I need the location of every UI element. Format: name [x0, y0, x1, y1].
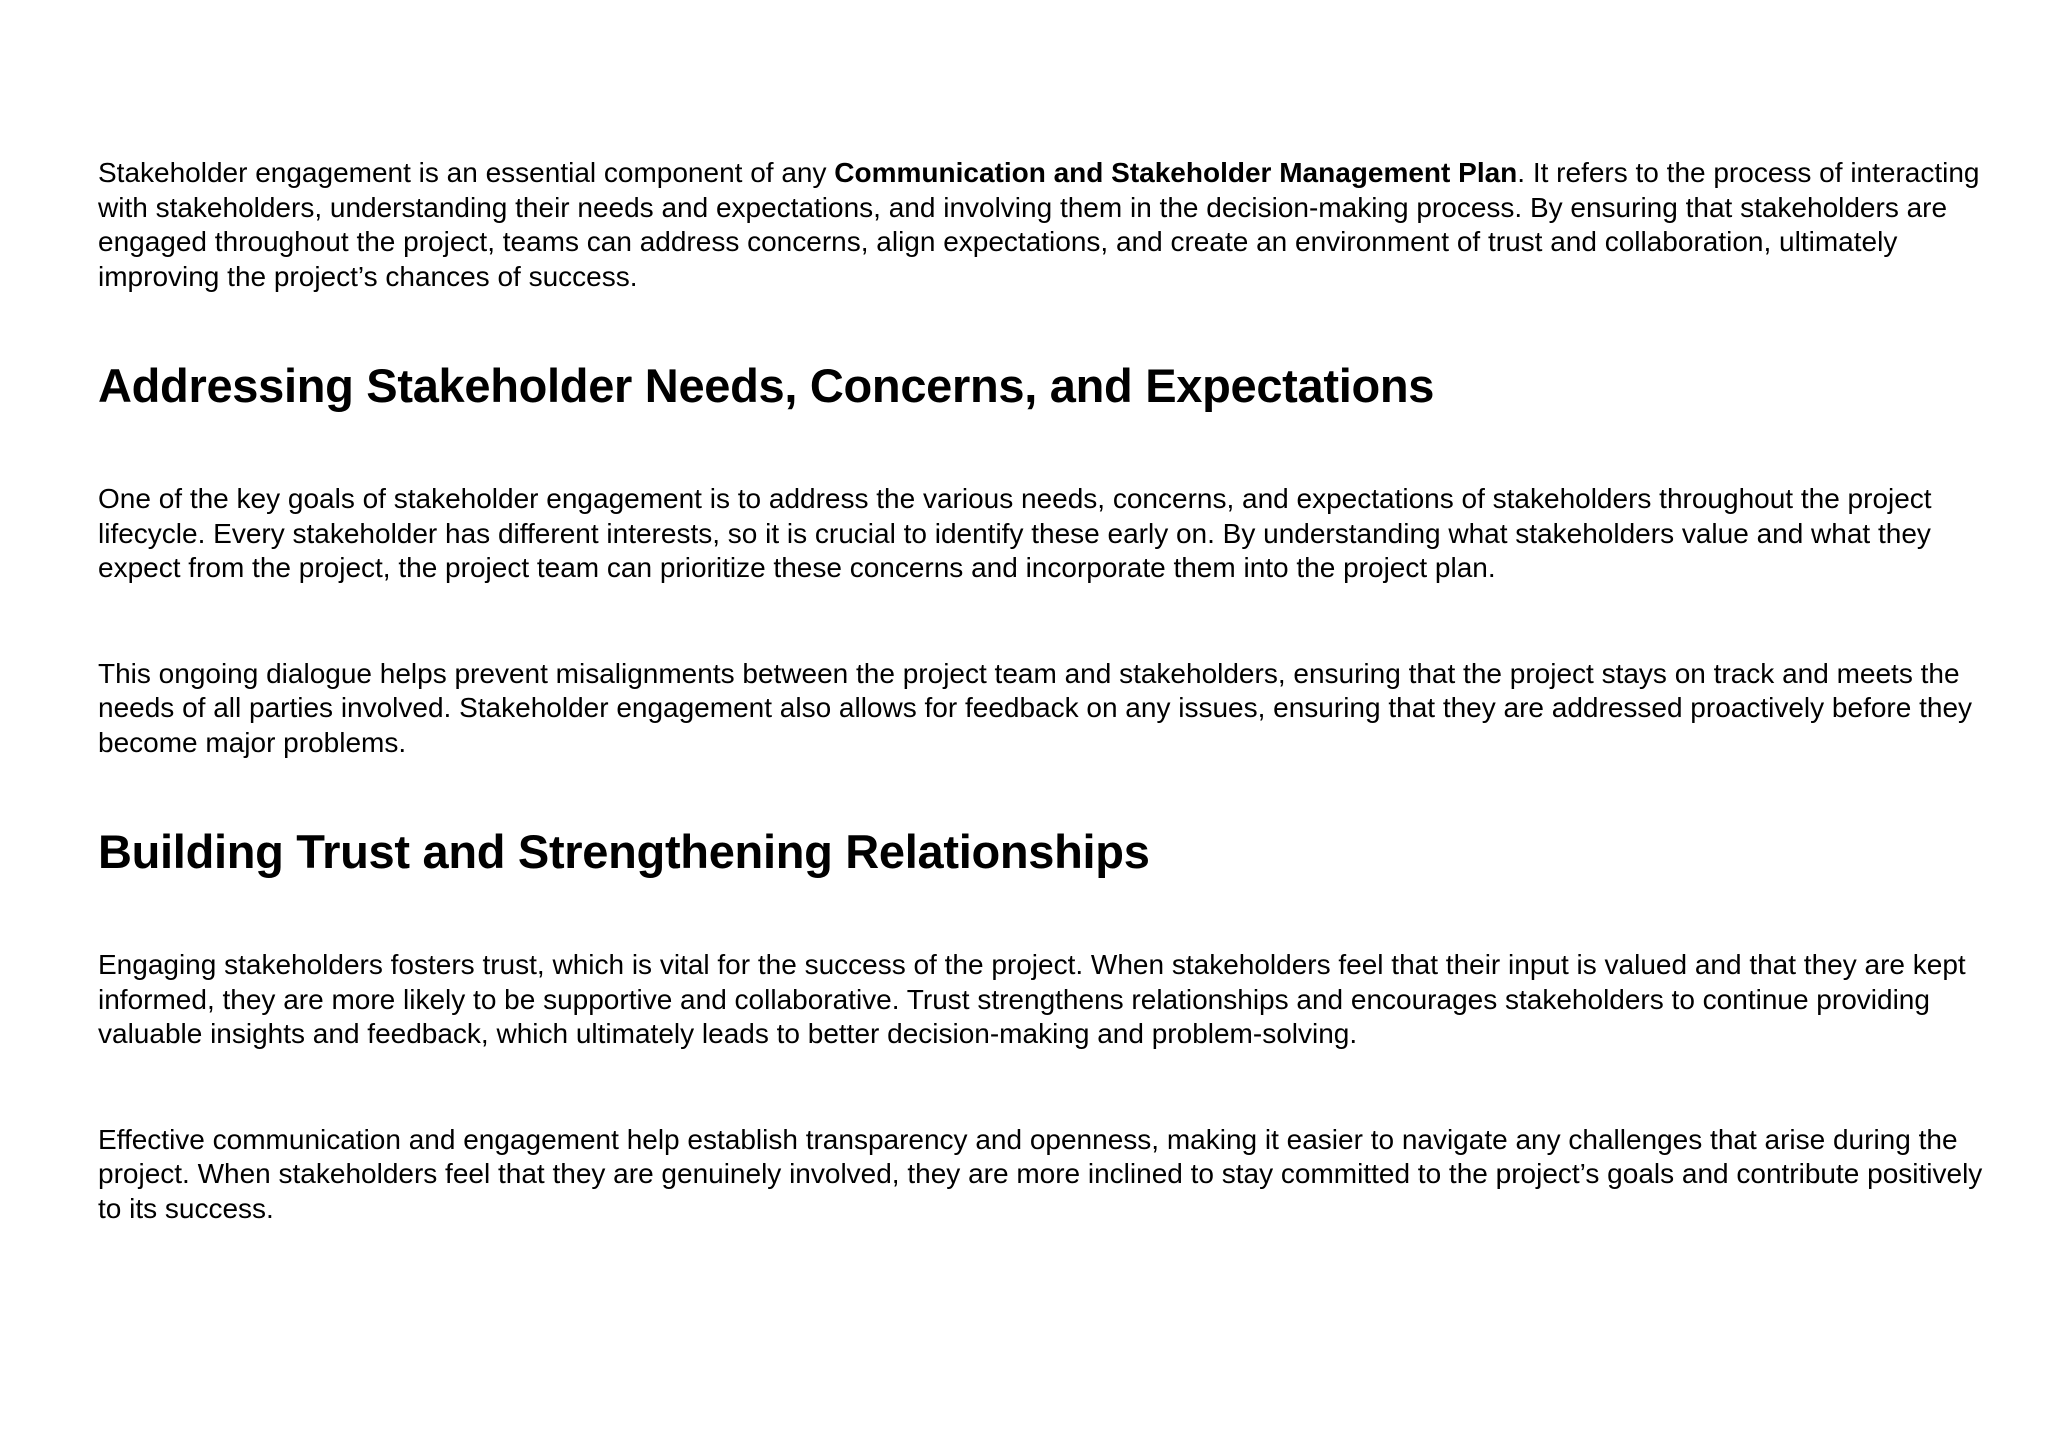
section-trust-paragraph-2: Effective communication and engagement help establish transparency and openness, making it easier to navigate any challenges that arise during the project. When stakeholders feel that they are genuinely involved, they are more inclined to stay committed to the project’s goals and contribute positively to its success.	[98, 1123, 1983, 1224]
document-body	[98, 156, 1998, 1226]
section-heading-trust: Building Trust and Strengthening Relationships	[98, 825, 1150, 878]
section-trust-paragraph-1: Engaging stakeholders fosters trust, which is vital for the success of the project. When stakeholders feel that their input is valued and that they are kept informed, they are more likely to be supportive and collaborative. Trust strengthens relationships and encourages stakeholders to continue providing valuable insights and feedback, which ultimately leads to better decision-making and problem-solving.	[98, 949, 1966, 1049]
section-needs-paragraph-2: This ongoing dialogue helps prevent misalignments between the project team and stakeholders, ensuring that the project stays on track and meets the needs of all parties involved. Stakeholder engagement also allows for feedback on any issues, ensuring that they are addressed proactively before they become major problems.	[98, 657, 1973, 758]
intro-paragraph	[98, 156, 1998, 294]
intro-text-start: Stakeholder engagement is an essential component of any	[98, 157, 835, 188]
section-heading-needs: Addressing Stakeholder Needs, Concerns, and Expectations	[98, 359, 1435, 412]
intro-text-end: . It refers to the process of interacting with stakeholders, understanding their needs and expectations, and involving them in the decision-making process. By ensuring that stakeholders are engaged throughout the project, teams can address concerns, align expectations, and create an environment of trust and collaboration, ultimately improving the project’s chances of success.	[98, 157, 1980, 292]
plan-name: Communication and Stakeholder Management Plan	[834, 157, 1518, 188]
section-needs-paragraph-1: One of the key goals of stakeholder engagement is to address the various needs, concerns, and expectations of stakeholders throughout the project lifecycle. Every stakeholder has different interests, so it is crucial to identify these early on. By understanding what stakeholders value and what they expect from the project, the project team can prioritize these concerns and incorporate them into the project plan.	[98, 483, 1932, 583]
